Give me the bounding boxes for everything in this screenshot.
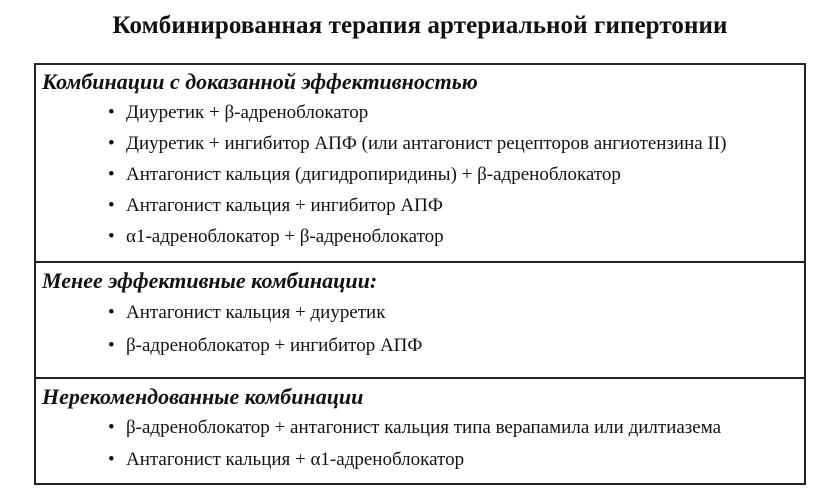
bullet-icon: •: [108, 164, 115, 185]
list-item: [36, 221, 804, 252]
item-text: Антагонист кальция + ингибитор АПФ: [126, 195, 443, 216]
list-item: [36, 444, 804, 476]
item-text: β-адреноблокатор + ингибитор АПФ: [126, 335, 423, 356]
item-text: Диуретик + ингибитор АПФ (или антагонист рецепторов ангиотензина II): [126, 133, 727, 154]
bullet-icon: •: [108, 102, 115, 123]
bullet-icon: •: [108, 195, 115, 216]
section-proven-effective: [36, 67, 804, 263]
bullet-icon: •: [108, 133, 115, 154]
list-item: [36, 190, 804, 221]
bullet-icon: •: [108, 335, 115, 356]
section-heading: Менее эффективные комбинации:: [42, 268, 378, 293]
section-heading: Комбинации с доказанной эффективностью: [42, 69, 478, 94]
bullet-icon: •: [108, 417, 115, 438]
list-item: [36, 412, 804, 444]
list-item: [36, 128, 804, 159]
item-text: Антагонист кальция + диуретик: [126, 302, 386, 323]
item-text: Антагонист кальция (дигидропиридины) + β-адреноблокатор: [126, 164, 621, 185]
item-text: α1-адреноблокатор + β-адреноблокатор: [126, 226, 444, 247]
list-item: [36, 159, 804, 190]
item-list: [36, 97, 804, 252]
bullet-icon: •: [108, 449, 115, 470]
list-item: [36, 329, 804, 362]
bullet-icon: •: [108, 302, 115, 323]
item-text: Диуретик + β-адреноблокатор: [126, 102, 369, 123]
item-text: β-адреноблокатор + антагонист кальция типа верапамила или дилтиазема: [126, 417, 722, 438]
section-heading: Нерекомендованные комбинации: [42, 384, 364, 409]
combinations-table: [34, 63, 806, 485]
list-item: [36, 296, 804, 329]
bullet-icon: •: [108, 226, 115, 247]
list-item: [36, 97, 804, 128]
page-title: Комбинированная терапия артериальной гипертонии: [112, 12, 728, 39]
section-less-effective: [36, 266, 804, 379]
item-list: [36, 412, 804, 476]
item-list: [36, 296, 804, 362]
item-text: Антагонист кальция + α1-адреноблокатор: [126, 449, 465, 470]
section-not-recommended: [36, 382, 804, 483]
